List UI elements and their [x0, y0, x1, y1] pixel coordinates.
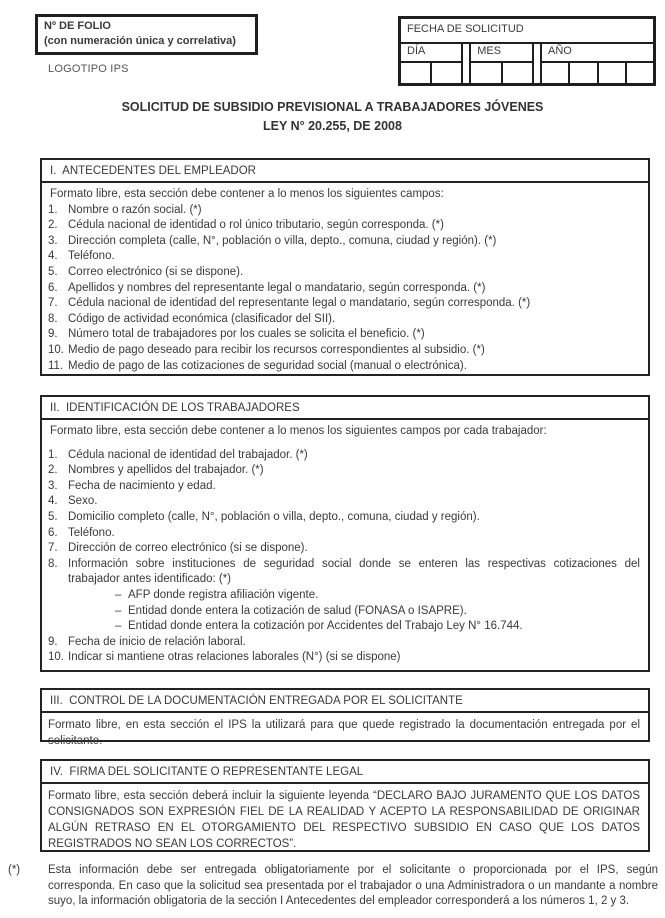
day-digit-cell: [431, 62, 462, 85]
item-text-column: [68, 203, 640, 219]
item-number: 5.: [48, 265, 58, 278]
section-text: Formato libre, esta sección deberá incluir la siguiente leyenda “DECLARO BAJO JURAMENTO QUE LOS DATOS CONSIGNADOS SON EXPRESIÓN FIEL DE LA REALIDAD Y ACEPTO LA RESPONSABILIDAD DE ORIGINAR ALGÚN RETRASO EN EL OTORGAMIENTO DEL RESPECTIVO SUBSIDIO EN CASO QUE LOS DATOS REGISTRADOS NO SEAN LOS CORRECTOS”.: [48, 790, 640, 850]
item-text-column: [68, 448, 640, 464]
item-number: 2.: [48, 219, 58, 232]
section-intro: Formato libre, esta sección debe contener a lo menos los siguientes campos:: [50, 188, 444, 200]
item-text-column: [68, 650, 640, 666]
list-item: [48, 203, 640, 219]
item-text-column: [68, 557, 640, 635]
item-text-column: [68, 327, 640, 343]
item-number: 1.: [48, 448, 58, 461]
item-number: 6.: [48, 526, 58, 539]
item-number: 2.: [48, 464, 58, 477]
list-item: [48, 218, 640, 234]
document-title-line1: SOLICITUD DE SUBSIDIO PREVISIONAL A TRABAJADORES JÓVENES: [121, 100, 544, 114]
list-item: [48, 343, 640, 359]
item-subitems: [68, 588, 640, 635]
item-text-column: [68, 218, 640, 234]
year-digit-cell: [569, 62, 597, 85]
item-text-column: [68, 526, 640, 542]
item-number: 1.: [48, 203, 58, 216]
item-text: Código de actividad económica (clasificador del SII).: [68, 312, 336, 325]
section-body: [42, 784, 648, 856]
subitem-text: AFP donde registra afiliación vigente.: [128, 588, 319, 601]
dash-marker: –: [115, 604, 122, 617]
section-control-documentacion: [40, 688, 650, 747]
worker-fields-list: [48, 448, 640, 666]
subitem-text: Entidad donde entera la cotización de salud (FONASA o ISAPRE).: [128, 604, 467, 617]
section-heading: I. ANTECEDENTES DEL EMPLEADOR: [42, 160, 648, 183]
section-antecedentes-empleador: [40, 158, 650, 376]
item-text: Cédula nacional de identidad del trabajador. (*): [68, 448, 308, 461]
item-text: Fecha de nacimiento y edad.: [68, 479, 216, 492]
list-item: [48, 479, 640, 495]
date-box-title: FECHA DE SOLICITUD: [400, 18, 655, 44]
list-subitem: [115, 604, 640, 620]
item-number: 11.: [48, 359, 64, 372]
section-firma-solicitante: [40, 759, 650, 852]
list-item: [48, 312, 640, 328]
dash-marker: –: [115, 620, 122, 633]
item-text: Medio de pago deseado para recibir los recursos correspondientes al subsidio. (*): [68, 343, 485, 356]
request-date-table: [398, 16, 656, 86]
list-item: [48, 510, 640, 526]
item-text-column: [68, 479, 640, 495]
item-text: Correo electrónico (si se dispone).: [68, 265, 244, 278]
item-text-column: [68, 343, 640, 359]
footnote-text: Esta información debe ser entregada obligatoriamente por el solicitante o proporcionada por el IPS, según corresponda. En caso que la solicitud sea presentada por el trabajador o una Administradora o un mandante a nombre suyo, la información obligatoria de la sección I Antecedentes del empleador corresponderá a los números 1, 2 y 3.: [48, 864, 658, 907]
section-identificacion-trabajadores: [40, 395, 650, 672]
item-number: 6.: [48, 281, 58, 294]
item-number: 3.: [48, 479, 58, 492]
item-text: Domicilio completo (calle, N°, población o villa, depto., comuna, ciudad y región).: [68, 510, 480, 523]
item-text-column: [68, 281, 640, 297]
item-text-column: [68, 635, 640, 651]
list-item: [48, 327, 640, 343]
request-date-box: [398, 16, 656, 86]
item-text: Sexo.: [68, 495, 98, 508]
item-text: Indicar si mantiene otras relaciones laborales (N°) (si se dispone): [68, 651, 401, 664]
section-body: [42, 420, 648, 670]
list-item: [48, 448, 640, 464]
list-item: [48, 359, 640, 375]
list-item: [48, 526, 640, 542]
item-text: Teléfono.: [68, 250, 115, 263]
folio-subtitle: (con numeración única y correlativa): [44, 35, 236, 47]
month-digit-cell: [470, 62, 501, 85]
section-heading: II. IDENTIFICACIÓN DE LOS TRABAJADORES: [42, 397, 648, 420]
list-subitem: [115, 619, 640, 635]
item-text: Número total de trabajadores por los cuales se solicita el beneficio. (*): [68, 328, 425, 341]
section-text: Formato libre, en esta sección el IPS la utilizará para que quede registrado la documentación entregada por el solicitante.: [48, 719, 640, 747]
item-text: Información sobre instituciones de seguridad social donde se enteren las respectivas cotizaciones del trabajador antes identificado: (*): [68, 557, 640, 586]
item-text-column: [68, 359, 640, 375]
item-text: Apellidos y nombres del representante legal o mandatario, según corresponda. (*): [68, 281, 486, 294]
item-text: Cédula nacional de identidad o rol único tributario, según corresponda. (*): [68, 219, 444, 232]
item-text: Medio de pago de las cotizaciones de seguridad social (manual o electrónica).: [68, 359, 467, 372]
item-number: 7.: [48, 542, 58, 555]
item-text: Cédula nacional de identidad del representante legal o mandatario, según corresponda. (*): [68, 297, 531, 310]
document-title-line2: LEY N° 20.255, DE 2008: [263, 119, 402, 133]
day-digit-cell: [400, 62, 431, 85]
item-text-column: [68, 463, 640, 479]
list-item: [48, 635, 640, 651]
month-digit-cell: [502, 62, 533, 85]
item-text-column: [68, 541, 640, 557]
item-text-column: [68, 296, 640, 312]
item-number: 5.: [48, 510, 58, 523]
item-text-column: [68, 510, 640, 526]
folio-title: Nº DE FOLIO: [44, 20, 111, 32]
folio-number-box: [35, 14, 258, 55]
item-text-column: [68, 312, 640, 328]
date-spacer: [462, 43, 470, 84]
employer-fields-list: [48, 203, 640, 375]
item-text: Teléfono.: [68, 526, 115, 539]
item-text: Dirección de correo electrónico (si se dispone).: [68, 542, 308, 555]
item-number: 9.: [48, 635, 58, 648]
list-item: [48, 650, 640, 666]
dash-marker: –: [115, 588, 122, 601]
document-title: [0, 98, 665, 136]
item-text-column: [68, 234, 640, 250]
item-number: 10.: [48, 651, 64, 664]
date-spacer: [533, 43, 541, 84]
ips-logo-placeholder: LOGOTIPO IPS: [48, 63, 129, 75]
list-item: [48, 296, 640, 312]
item-text-column: [68, 249, 640, 265]
list-item: [48, 265, 640, 281]
month-label: MES: [470, 43, 533, 61]
section-body: [42, 713, 648, 753]
list-item: [48, 463, 640, 479]
section-heading: IV. FIRMA DEL SOLICITANTE O REPRESENTANTE LEGAL: [42, 761, 648, 784]
year-label: AÑO: [541, 43, 654, 61]
item-text: Dirección completa (calle, N°, población o villa, depto., comuna, ciudad y región). (*): [68, 234, 497, 247]
item-number: 7.: [48, 297, 58, 310]
item-text: Fecha de inicio de relación laboral.: [68, 635, 246, 648]
item-text: Nombre o razón social. (*): [68, 203, 202, 216]
year-digit-cell: [598, 62, 626, 85]
item-number: 9.: [48, 328, 58, 341]
item-number: 4.: [48, 495, 58, 508]
year-digit-cell: [626, 62, 655, 85]
item-number: 8.: [48, 557, 58, 570]
list-item: [48, 541, 640, 557]
item-text: Nombres y apellidos del trabajador. (*): [68, 464, 264, 477]
list-item: [48, 557, 640, 635]
list-item: [48, 494, 640, 510]
list-item: [48, 234, 640, 250]
item-number: 8.: [48, 312, 58, 325]
item-number: 4.: [48, 250, 58, 263]
list-subitem: [115, 588, 640, 604]
footnote-marker: (*): [8, 864, 21, 876]
list-item: [48, 249, 640, 265]
section-intro: Formato libre, esta sección debe contener a lo menos los siguientes campos por cada trabajador:: [50, 425, 547, 437]
footnote: [8, 863, 658, 910]
day-label: DÍA: [400, 43, 463, 61]
item-number: 3.: [48, 234, 58, 247]
list-item: [48, 281, 640, 297]
item-number: 10.: [48, 343, 64, 356]
section-heading: III. CONTROL DE LA DOCUMENTACIÓN ENTREGADA POR EL SOLICITANTE: [42, 690, 648, 713]
subitem-text: Entidad donde entera la cotización por Accidentes del Trabajo Ley N° 16.744.: [128, 620, 523, 633]
section-body: [42, 183, 648, 378]
year-digit-cell: [541, 62, 569, 85]
item-text-column: [68, 265, 640, 281]
item-text-column: [68, 494, 640, 510]
